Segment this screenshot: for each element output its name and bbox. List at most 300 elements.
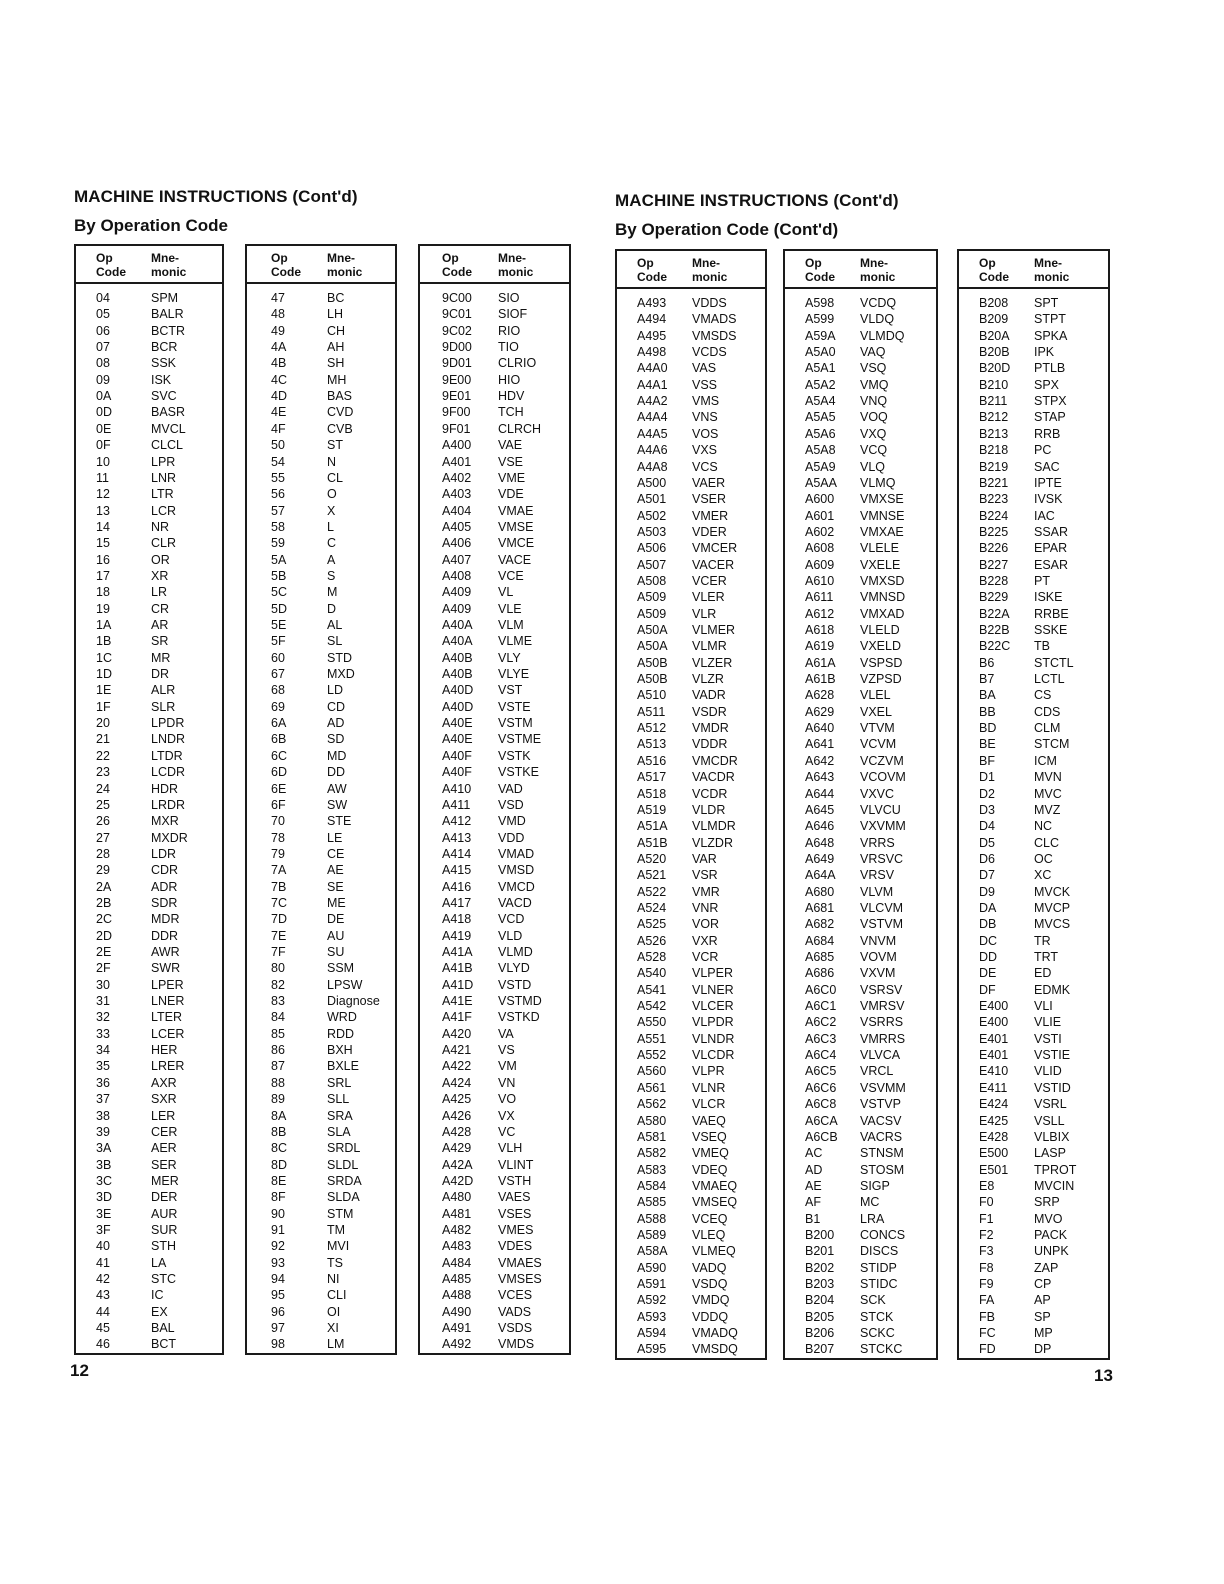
mnemonic-cell: VLMEQ: [692, 1244, 736, 1259]
mnemonic-cell: VSTI: [1034, 1031, 1062, 1046]
mnemonic-cell: VSTIE: [1034, 1048, 1071, 1063]
op-code-cell: 9D01: [442, 356, 472, 371]
mnemonic-cell: VCOVM: [860, 770, 906, 785]
op-code-cell: A628: [805, 688, 835, 703]
table-row: [247, 535, 395, 551]
mnemonic-cell: LR: [151, 585, 167, 600]
mnemonic-cell: VOVM: [860, 950, 897, 964]
table-row: [785, 933, 936, 949]
op-code-cell: A409: [442, 601, 472, 616]
table-row: [785, 589, 936, 605]
op-code-cell: A560: [637, 1064, 667, 1079]
op-code-cell: B208: [979, 296, 1009, 310]
op-code-cell: A480: [442, 1190, 472, 1205]
mnemonic-cell: BXH: [327, 1043, 353, 1058]
op-code-cell: B7: [979, 672, 995, 687]
op-code-cell: 48: [271, 307, 285, 322]
table-row: [785, 1080, 936, 1096]
op-code-cell: A517: [637, 770, 667, 785]
table-row: [76, 454, 222, 470]
mnemonic-cell: VMDR: [692, 721, 729, 736]
table-row: [420, 1091, 569, 1107]
mnemonic-cell: MXD: [327, 667, 355, 682]
op-code-cell: E411: [979, 1080, 1008, 1095]
table-row: [785, 720, 936, 736]
mnemonic-cell: BASR: [151, 405, 186, 420]
table-row: [617, 508, 765, 524]
table-row: [420, 731, 569, 747]
mnemonic-cell: AWR: [151, 945, 180, 959]
mnemonic-cell: VXR: [692, 933, 718, 948]
table-row: [420, 437, 569, 453]
op-code-cell: B212: [979, 410, 1009, 425]
mnemonic-cell: RRBE: [1034, 606, 1069, 621]
table-row: [76, 1271, 222, 1287]
op-code-cell: A685: [805, 950, 835, 964]
mnemonic-cell: BC: [327, 291, 345, 305]
op-code-cell: DE: [979, 966, 997, 981]
mnemonic-cell: VMAES: [498, 1255, 542, 1270]
mnemonic-cell: LNER: [151, 994, 185, 1009]
op-code-cell: 59: [271, 536, 285, 551]
mnemonic-cell: N: [327, 454, 337, 469]
op-code-cell: A402: [442, 470, 472, 485]
mnemonic-cell: VA: [498, 1026, 514, 1041]
mnemonic-cell: PC: [1034, 443, 1052, 458]
opcode-table-2: [245, 244, 397, 1355]
mnemonic-cell: AP: [1034, 1293, 1051, 1308]
op-code-cell: E400: [979, 999, 1009, 1014]
mnemonic-cell: ZAP: [1034, 1260, 1059, 1275]
mnemonic-cell: SSAR: [1034, 524, 1069, 539]
table-row: [247, 323, 395, 339]
table-row: [76, 1042, 222, 1058]
mnemonic-cell: VLZR: [692, 672, 724, 687]
mnemonic-cell: VAD: [498, 781, 523, 796]
op-code-cell: BE: [979, 737, 996, 752]
mnemonic-cell: SU: [327, 945, 345, 959]
table-row: [959, 900, 1108, 916]
table-row: [247, 764, 395, 780]
op-code-cell: 90: [271, 1206, 285, 1221]
op-code-cell: A42D: [442, 1173, 474, 1188]
op-code-cell: 93: [271, 1255, 285, 1270]
op-code-cell: 54: [271, 454, 285, 469]
table-row: [247, 486, 395, 502]
mnemonic-cell: VMSEQ: [692, 1195, 738, 1210]
table-row: [785, 1325, 936, 1341]
op-code-cell: A40D: [442, 683, 474, 698]
mnemonic-cell: VXS: [692, 443, 718, 458]
table-row: [785, 1292, 936, 1308]
opcode-table-4: [615, 249, 767, 1360]
op-code-cell: 42: [96, 1272, 110, 1286]
table-row: [76, 355, 222, 371]
mnemonic-cell: SPT: [1034, 296, 1059, 310]
op-code-cell: E410: [979, 1064, 1009, 1079]
table-row: [785, 736, 936, 752]
op-code-cell: 7A: [271, 863, 287, 878]
table-row: [617, 1096, 765, 1112]
table-row: [959, 459, 1108, 475]
table-row: [785, 1129, 936, 1145]
mnemonic-cell: CLC: [1034, 835, 1060, 850]
mnemonic-cell: VMCD: [498, 879, 535, 894]
table-row: [76, 699, 222, 715]
table-row: [76, 781, 222, 797]
op-code-cell: A414: [442, 846, 472, 861]
mnemonic-cell: VX: [498, 1108, 515, 1123]
op-code-cell: A403: [442, 487, 472, 502]
op-code-cell: A5A0: [805, 345, 836, 360]
table-row: [785, 540, 936, 556]
op-code-cell: B20D: [979, 361, 1011, 376]
op-code-cell: 33: [96, 1026, 110, 1041]
table-row: [420, 323, 569, 339]
op-code-cell: 1A: [96, 618, 112, 632]
mnemonic-cell: MVCIN: [1034, 1178, 1075, 1193]
op-code-cell: A6C1: [805, 999, 837, 1014]
table-row: [785, 524, 936, 540]
op-code-cell: A4A6: [637, 443, 668, 458]
op-code-cell: 9D00: [442, 340, 472, 355]
mnemonic-cell: BALR: [151, 307, 184, 322]
table-row: [76, 682, 222, 698]
table-row: [959, 1014, 1108, 1030]
mnemonic-cell: ISK: [151, 372, 172, 387]
op-code-header: Op Code: [271, 251, 301, 279]
table-row: [617, 344, 765, 360]
op-code-cell: A41F: [442, 1010, 472, 1025]
table-row: [785, 1063, 936, 1079]
mnemonic-cell: MVCL: [151, 421, 186, 436]
op-code-cell: A519: [637, 802, 667, 817]
op-code-cell: 45: [96, 1321, 110, 1336]
mnemonic-cell: VLMD: [498, 945, 533, 959]
table-row: [617, 442, 765, 458]
table-row: [420, 1336, 569, 1352]
table-row: [247, 1320, 395, 1336]
op-code-cell: A494: [637, 312, 667, 327]
table-row: [76, 633, 222, 649]
mnemonic-cell: VLE: [498, 601, 522, 616]
table-row: [959, 884, 1108, 900]
mnemonic-cell: PTLB: [1034, 361, 1066, 376]
mnemonic-cell: VOQ: [860, 410, 888, 425]
op-code-cell: A5A9: [805, 459, 836, 474]
table-row: [247, 1042, 395, 1058]
op-code-cell: A588: [637, 1211, 667, 1226]
op-code-cell: 32: [96, 1010, 110, 1025]
mnemonic-cell: WRD: [327, 1010, 357, 1025]
mnemonic-cell: TRT: [1034, 950, 1059, 964]
op-code-cell: A591: [637, 1277, 667, 1291]
mnemonic-cell: STNSM: [860, 1146, 904, 1161]
mnemonic-cell: VMR: [692, 884, 720, 899]
table-row: [785, 377, 936, 393]
table-row: [247, 454, 395, 470]
table-row: [76, 323, 222, 339]
table-row: [617, 426, 765, 442]
op-code-cell: 13: [96, 503, 110, 518]
table-row: [959, 916, 1108, 932]
op-code-cell: 4C: [271, 372, 287, 387]
op-code-cell: A6CB: [805, 1129, 838, 1144]
op-code-cell: AE: [805, 1178, 822, 1193]
mnemonic-cell: VXELE: [860, 557, 901, 572]
op-code-cell: B211: [979, 394, 1008, 409]
mnemonic-cell: SRDL: [327, 1141, 361, 1156]
op-code-cell: 79: [271, 846, 285, 861]
table-row: [420, 1320, 569, 1336]
op-code-cell: 6A: [271, 716, 287, 731]
table-row: [959, 802, 1108, 818]
mnemonic-cell: BCR: [151, 340, 178, 355]
table-row: [959, 344, 1108, 360]
table-row: [247, 355, 395, 371]
mnemonic-cell: VMXAE: [860, 524, 904, 539]
mnemonic-cell: SRP: [1034, 1195, 1060, 1210]
table-row: [247, 781, 395, 797]
mnemonic-cell: C: [327, 536, 337, 551]
table-row: [76, 895, 222, 911]
op-code-cell: F9: [979, 1277, 994, 1291]
op-code-cell: A583: [637, 1162, 667, 1177]
mnemonic-cell: AE: [327, 863, 344, 878]
mnemonic-cell: CDS: [1034, 704, 1061, 719]
table-row: [617, 916, 765, 932]
mnemonic-header: Mne- monic: [1034, 256, 1070, 284]
mnemonic-cell: VSTM: [498, 716, 533, 731]
mnemonic-cell: SP: [1034, 1309, 1051, 1324]
op-code-cell: 10: [96, 454, 110, 469]
mnemonic-cell: VACER: [692, 557, 735, 572]
op-code-cell: 6D: [271, 765, 287, 780]
op-code-header: Op Code: [637, 256, 667, 284]
mnemonic-cell: LNDR: [151, 732, 186, 747]
table-row: [247, 503, 395, 519]
op-code-cell: A502: [637, 508, 667, 523]
mnemonic-cell: VMADQ: [692, 1326, 738, 1341]
op-code-cell: A580: [637, 1113, 667, 1128]
op-code-cell: A408: [442, 568, 472, 583]
mnemonic-cell: LE: [327, 830, 343, 845]
mnemonic-header: Mne- monic: [327, 251, 363, 279]
table-row: [959, 1292, 1108, 1308]
mnemonic-cell: VLD: [498, 928, 523, 943]
table-row: [617, 1243, 765, 1259]
op-code-cell: E501: [979, 1162, 1009, 1177]
op-code-cell: A609: [805, 557, 835, 572]
op-code-cell: 11: [96, 470, 109, 485]
mnemonic-cell: CLRIO: [498, 356, 537, 371]
op-code-cell: A40F: [442, 748, 472, 763]
mnemonic-cell: VLER: [692, 590, 725, 605]
mnemonic-cell: CLI: [327, 1288, 347, 1303]
mnemonic-cell: MER: [151, 1173, 179, 1188]
table-row: [420, 797, 569, 813]
mnemonic-cell: STAP: [1034, 410, 1066, 425]
op-code-cell: 30: [96, 977, 110, 992]
op-code-cell: A415: [442, 863, 472, 878]
op-code-cell: 20: [96, 716, 110, 731]
mnemonic-cell: VACD: [498, 895, 532, 910]
op-code-cell: B225: [979, 524, 1009, 539]
op-code-cell: A6C6: [805, 1080, 837, 1095]
table-row: [617, 377, 765, 393]
op-code-cell: F3: [979, 1244, 994, 1259]
mnemonic-cell: ST: [327, 438, 343, 453]
mnemonic-cell: CD: [327, 699, 346, 714]
table-row: [247, 404, 395, 420]
table-row: [617, 704, 765, 720]
table-row: [420, 1108, 569, 1124]
op-code-cell: A5AA: [805, 475, 837, 490]
op-code-cell: 2B: [96, 895, 112, 910]
op-code-cell: 4F: [271, 421, 286, 436]
table-row: [76, 290, 222, 306]
table-row: [959, 1243, 1108, 1259]
table-row: [959, 426, 1108, 442]
mnemonic-cell: VCD: [498, 912, 525, 927]
mnemonic-cell: LTDR: [151, 748, 183, 763]
table-row: [959, 982, 1108, 998]
mnemonic-cell: VMSES: [498, 1272, 542, 1286]
mnemonic-cell: SSM: [327, 961, 355, 976]
table-row: [959, 736, 1108, 752]
op-code-cell: A6C3: [805, 1031, 837, 1046]
mnemonic-cell: VDDS: [692, 296, 727, 310]
op-code-cell: A429: [442, 1141, 472, 1156]
table-row: [785, 867, 936, 883]
left-page-title: MACHINE INSTRUCTIONS (Cont'd): [74, 187, 358, 206]
table-row: [76, 1238, 222, 1254]
op-code-cell: A61B: [805, 672, 836, 687]
mnemonic-header: Mne- monic: [860, 256, 896, 284]
op-code-cell: A40B: [442, 650, 473, 665]
mnemonic-cell: IPTE: [1034, 475, 1062, 490]
table-row: [959, 589, 1108, 605]
table-header: [247, 246, 395, 284]
table-row: [785, 1162, 936, 1178]
mnemonic-cell: VXEL: [860, 704, 892, 719]
mnemonic-cell: SCKC: [860, 1326, 895, 1341]
mnemonic-cell: VLBIX: [1034, 1129, 1070, 1144]
mnemonic-cell: VADR: [692, 688, 726, 703]
table-row: [959, 1341, 1108, 1357]
table-row: [420, 372, 569, 388]
op-code-cell: DF: [979, 982, 996, 997]
table-row: [76, 1009, 222, 1025]
mnemonic-cell: VMS: [692, 394, 720, 409]
op-code-cell: A501: [637, 492, 667, 507]
op-code-cell: A551: [637, 1031, 667, 1046]
table-row: [959, 851, 1108, 867]
table-row: [420, 1026, 569, 1042]
mnemonic-cell: VLCR: [692, 1097, 726, 1112]
table-row: [420, 1173, 569, 1189]
mnemonic-cell: SRA: [327, 1108, 353, 1123]
mnemonic-cell: CLRCH: [498, 421, 542, 436]
op-code-cell: A41D: [442, 977, 474, 992]
op-code-cell: A602: [805, 524, 835, 539]
mnemonic-cell: TR: [1034, 933, 1051, 948]
mnemonic-cell: VCQ: [860, 443, 888, 458]
mnemonic-cell: AL: [327, 618, 343, 632]
mnemonic-cell: VSTK: [498, 748, 531, 763]
mnemonic-cell: LH: [327, 307, 343, 322]
table-row: [959, 720, 1108, 736]
table-row: [420, 1304, 569, 1320]
mnemonic-cell: VMEQ: [692, 1146, 729, 1161]
mnemonic-cell: LDR: [151, 846, 177, 861]
mnemonic-cell: EPAR: [1034, 541, 1068, 556]
table-row: [247, 1108, 395, 1124]
op-code-cell: A417: [442, 895, 472, 910]
op-code-cell: DC: [979, 933, 998, 948]
mnemonic-cell: VST: [498, 683, 523, 698]
mnemonic-cell: STCKC: [860, 1342, 903, 1357]
mnemonic-cell: SE: [327, 879, 344, 894]
op-code-cell: 0A: [96, 389, 112, 404]
mnemonic-cell: VSRRS: [860, 1015, 904, 1030]
mnemonic-cell: VLME: [498, 634, 533, 649]
op-code-cell: D1: [979, 770, 995, 785]
op-code-cell: B20B: [979, 345, 1010, 360]
op-code-header: Op Code: [805, 256, 835, 284]
op-code-cell: A41A: [442, 945, 473, 959]
table-row: [617, 573, 765, 589]
mnemonic-cell: VLM: [498, 618, 524, 632]
opcode-table-3: [418, 244, 571, 1355]
table-row: [785, 360, 936, 376]
table-row: [247, 1140, 395, 1156]
mnemonic-header: Mne- monic: [151, 251, 187, 279]
table-row: [959, 442, 1108, 458]
table-row: [785, 982, 936, 998]
op-code-cell: A6C4: [805, 1048, 837, 1063]
op-code-cell: 43: [96, 1288, 110, 1303]
table-row: [247, 1075, 395, 1091]
mnemonic-cell: VLYD: [498, 961, 530, 976]
mnemonic-cell: TM: [327, 1222, 346, 1237]
mnemonic-cell: EDMK: [1034, 982, 1071, 997]
mnemonic-cell: LRER: [151, 1059, 185, 1074]
mnemonic-cell: DP: [1034, 1342, 1052, 1357]
op-code-cell: 6F: [271, 797, 286, 812]
mnemonic-cell: VO: [498, 1092, 517, 1107]
table-row: [785, 1047, 936, 1063]
mnemonic-cell: RRB: [1034, 426, 1061, 441]
mnemonic-cell: LCR: [151, 503, 177, 518]
op-code-cell: 0E: [96, 421, 112, 436]
op-code-cell: 14: [96, 519, 110, 534]
op-code-cell: A599: [805, 312, 835, 327]
table-row: [247, 666, 395, 682]
op-code-cell: 24: [96, 781, 110, 796]
table-header: [959, 251, 1108, 289]
op-code-cell: A6C0: [805, 982, 837, 997]
op-code-cell: 2C: [96, 912, 112, 927]
table-row: [617, 1276, 765, 1292]
mnemonic-cell: VSDQ: [692, 1277, 728, 1291]
op-code-cell: 6E: [271, 781, 287, 796]
op-code-cell: A509: [637, 590, 667, 605]
op-code-cell: A5A2: [805, 377, 836, 392]
table-row: [617, 1047, 765, 1063]
op-code-cell: A645: [805, 802, 835, 817]
table-row: [420, 846, 569, 862]
